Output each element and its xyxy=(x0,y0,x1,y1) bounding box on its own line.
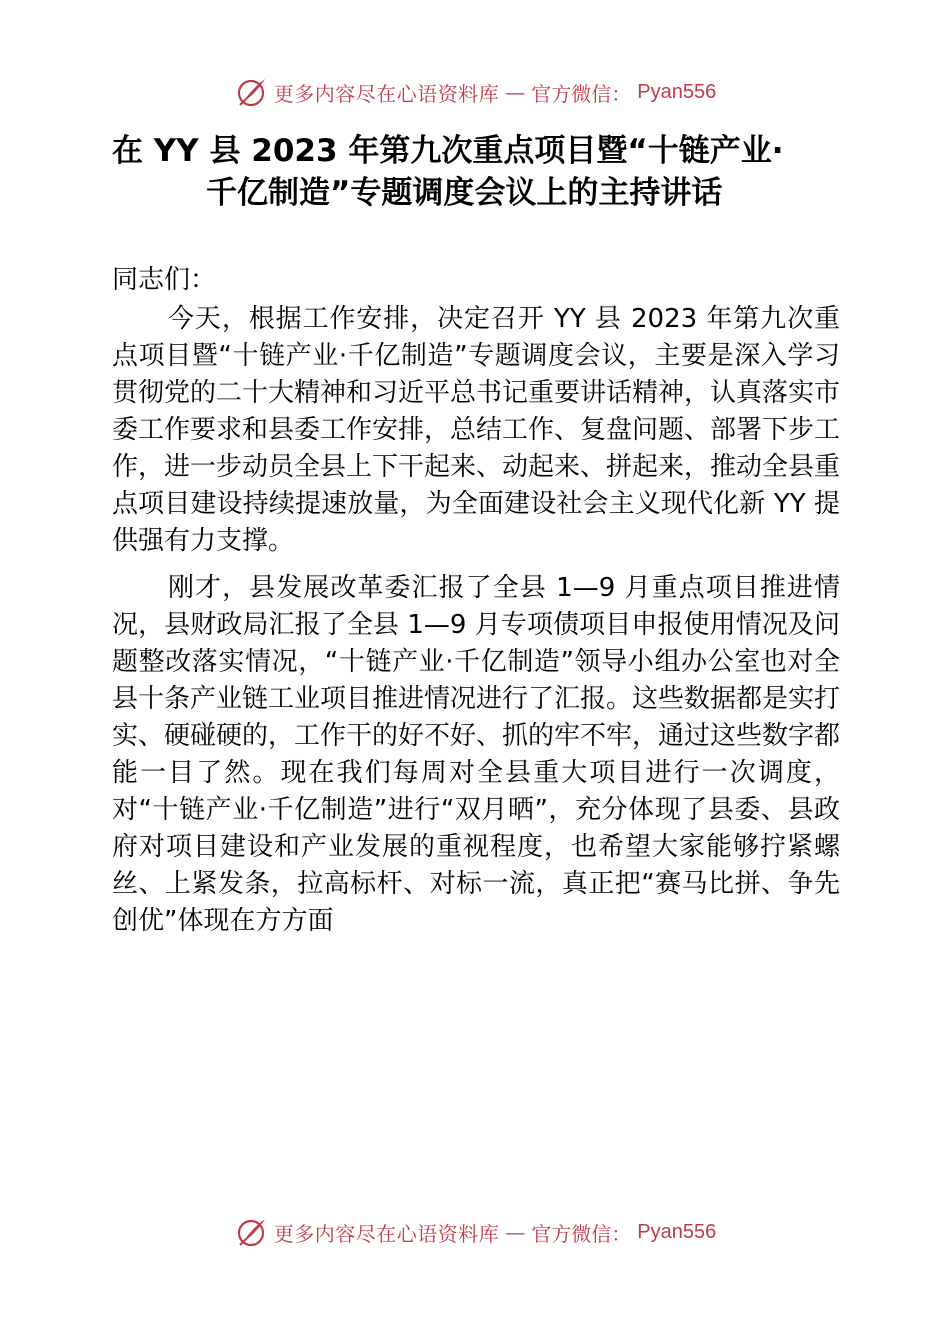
quill-pen-logo-icon xyxy=(234,75,268,109)
watermark-wechat-label: 官方微信： xyxy=(531,1221,632,1246)
watermark-separator: — xyxy=(505,1220,526,1244)
watermark-separator: — xyxy=(505,80,526,104)
header-watermark xyxy=(0,72,950,112)
title-line-1: 在 YY 县 2023 年第九次重点项目暨“十链产业· xyxy=(112,133,784,169)
paragraph-2: 刚才，县发展改革委汇报了全县 1—9 月重点项目推进情况，县财政局汇报了全县 1—9 月专项债项目申报使用情况及问题整改落实情况，“十链产业·千亿制造”领导小组办公室也对全县十条产业链工业项目推进情况进行了汇报。这些数据都是实打实、硬碰硬的，工作干的好不好、抓的牢不牢，通过这些数字都能一目了然。现在我们每周对全县重大项目进行一次调度，对“十链产业·千亿制造”进行“双月晒”，充分体现了县委、县政府对项目建设和产业发展的重视程度，也希望大家能够拧紧螺丝、上紧发条，拉高标杆、对标一流，真正把“赛马比拼、争先创优”体现在方方面 xyxy=(112,573,841,936)
watermark-site-text: 更多内容尽在心语资料库 xyxy=(273,81,500,106)
watermark-wechat-label: 官方微信： xyxy=(531,81,632,106)
watermark-wechat-id: Pyan556 xyxy=(637,1220,717,1243)
footer-watermark xyxy=(0,1212,950,1252)
document-title xyxy=(112,130,852,214)
watermark-site-text: 更多内容尽在心语资料库 xyxy=(273,1221,500,1246)
salutation: 同志们： xyxy=(112,265,217,295)
quill-pen-logo-icon xyxy=(234,1215,268,1249)
title-line-2: 千亿制造”专题调度会议上的主持讲话 xyxy=(206,175,723,211)
paragraph-1: 今天，根据工作安排，决定召开 YY 县 2023 年第九次重点项目暨“十链产业·千亿制造”专题调度会议，主要是深入学习贯彻党的二十大精神和习近平总书记重要讲话精神，认真落实市委工作要求和县委工作安排，总结工作、复盘问题、部署下步工作，进一步动员全县上下干起来、动起来、拼起来，推动全县重点项目建设持续提速放量，为全面建设社会主义现代化新 YY 提供强有力支撑。 xyxy=(112,304,841,556)
watermark-wechat-id: Pyan556 xyxy=(637,80,717,103)
document-body xyxy=(112,262,840,950)
